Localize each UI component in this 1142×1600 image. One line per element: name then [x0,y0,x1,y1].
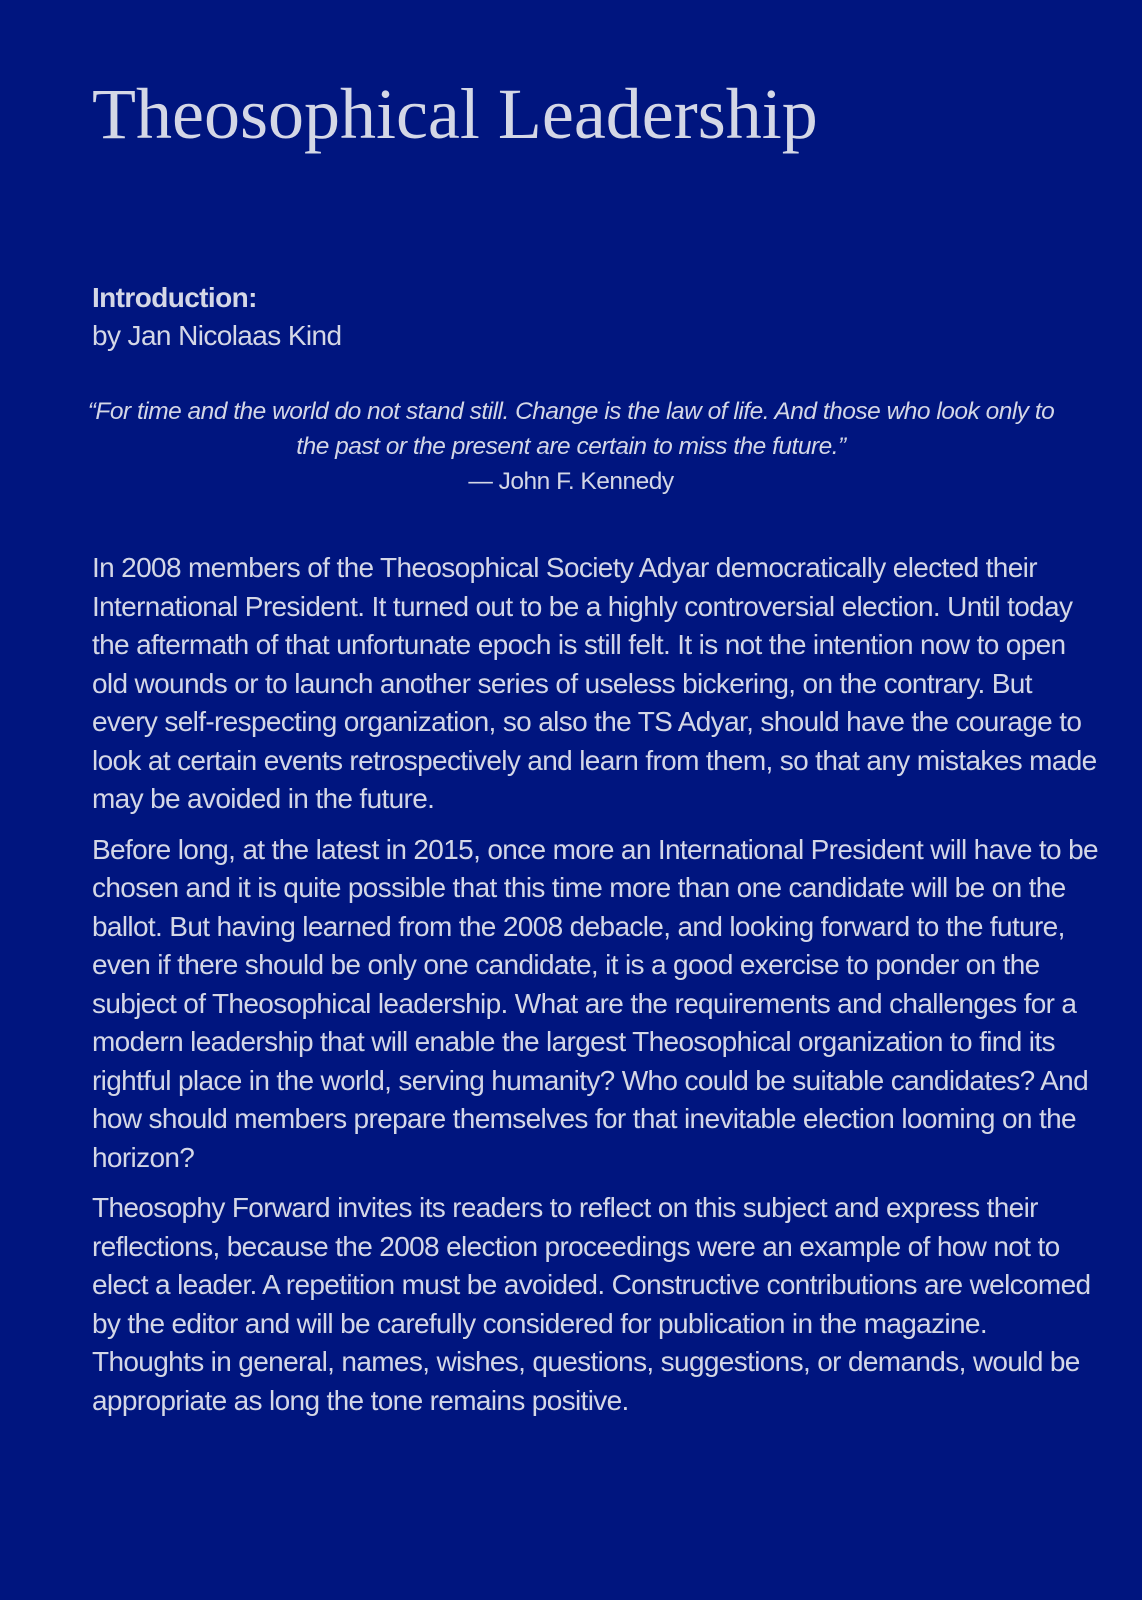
intro-heading: Introduction: [92,282,257,313]
quote-author: — John F. Kennedy [468,468,674,495]
quote-text: “For time and the world do not stand still. Change is the law of life. And those who look only to the past or the present are certain to miss the future.” [87,398,1055,460]
body-paragraph-3: Theosophy Forward invites its readers to reflect on this subject and express their reflections, because the 2008 election proceedings were an example of how not to elect a leader. A repetition must be avoided. Constructive contributions are welcomed by the editor and will be carefully considered for publication in the magazine. Thoughts in general, names, wishes, questions, suggestions, or demands, would be appropriate as long the tone remains positive. [92,1192,1091,1416]
author-byline: by Jan Nicolaas Kind [92,320,342,351]
body-paragraph-1: In 2008 members of the Theosophical Society Adyar democratically elected their International President. It turned out to be a highly controversial election. Until today the aftermath of that unfortunate epoch is still felt. It is not the intention now to open old wounds or to launch another series of useless bickering, on the contrary. But every self-respecting organization, so also the TS Adyar, should have the courage to look at certain events retrospectively and learn from them, so that any mistakes made may be avoided in the future. [92,552,1097,814]
article-body [92,549,1102,1432]
body-paragraph-2: Before long, at the latest in 2015, once more an International President will have to be chosen and it is quite possible that this time more than one candidate will be on the ballot. But having learned from the 2008 debacle, and looking forward to the future, even if there should be only one candidate, it is a good exercise to ponder on the subject of Theosophical leadership. What are the requirements and challenges for a modern leadership that will enable the largest Theosophical organization to find its rightful place in the world, serving humanity? Who could be suitable candidates? And how should members prepare themselves for that inevitable election looming on the horizon? [92,833,1098,1173]
epigraph-quote [80,394,1062,499]
page-title: Theosophical Leadership [92,74,818,154]
